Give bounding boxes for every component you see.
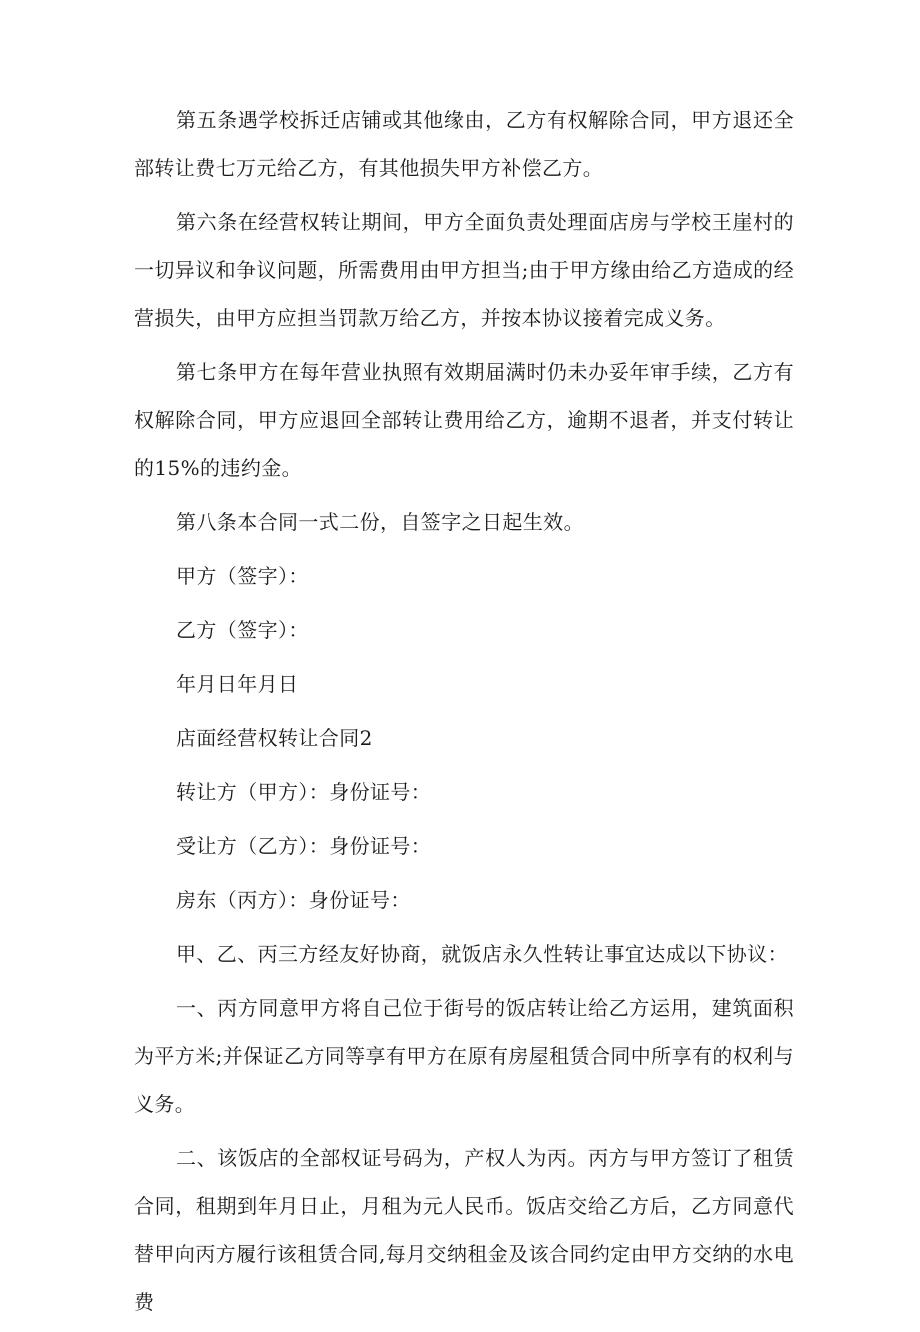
- party-b-signature-line: 乙方（签字）：: [176, 618, 309, 642]
- transferor-line: 转让方（甲方）：身份证号：: [176, 780, 432, 804]
- transferee-line: 受让方（乙方）：身份证号：: [176, 834, 432, 858]
- agreement-intro: 甲、乙、丙三方经友好协商，就饭店永久性转让事宜达成以下协议：: [176, 942, 788, 966]
- clause-6: 第六条在经营权转让期间，甲方全面负责处理面店房与学校王崖村的一切异议和争议问题，所需费用由甲方担当;由于甲方缘由给乙方造成的经营损失，由甲方应担当罚款万给乙方，并按本协议接着完成义务。: [134, 210, 794, 330]
- party-a-signature-line: 甲方（签字）：: [176, 564, 309, 588]
- clause-8: 第八条本合同一式二份，自签字之日起生效。: [176, 510, 584, 534]
- article-2: 二、该饭店的全部权证号码为，产权人为丙。丙方与甲方签订了租赁合同，租期到年月日止，月租为元人民币。饭店交给乙方后，乙方同意代替甲向丙方履行该租赁合同,每月交纳租金及该合同约定由甲方交纳的水电费: [134, 1146, 794, 1314]
- landlord-line: 房东（丙方）：身份证号：: [176, 888, 411, 912]
- clause-7: 第七条甲方在每年营业执照有效期届满时仍未办妥年审手续，乙方有权解除合同，甲方应退回全部转让费用给乙方，逾期不退者，并支付转让的15%的违约金。: [134, 360, 794, 480]
- contract-title: 店面经营权转让合同2: [176, 726, 373, 750]
- document-body: [134, 96, 794, 1332]
- article-1: 一、丙方同意甲方将自己位于街号的饭店转让给乙方运用，建筑面积为平方米;并保证乙方同等享有甲方在原有房屋租赁合同中所享有的权利与义务。: [134, 996, 794, 1116]
- date-line: 年月日年月日: [176, 672, 299, 696]
- clause-5: 第五条遇学校拆迁店铺或其他缘由，乙方有权解除合同，甲方退还全部转让费七万元给乙方，有其他损失甲方补偿乙方。: [134, 108, 794, 180]
